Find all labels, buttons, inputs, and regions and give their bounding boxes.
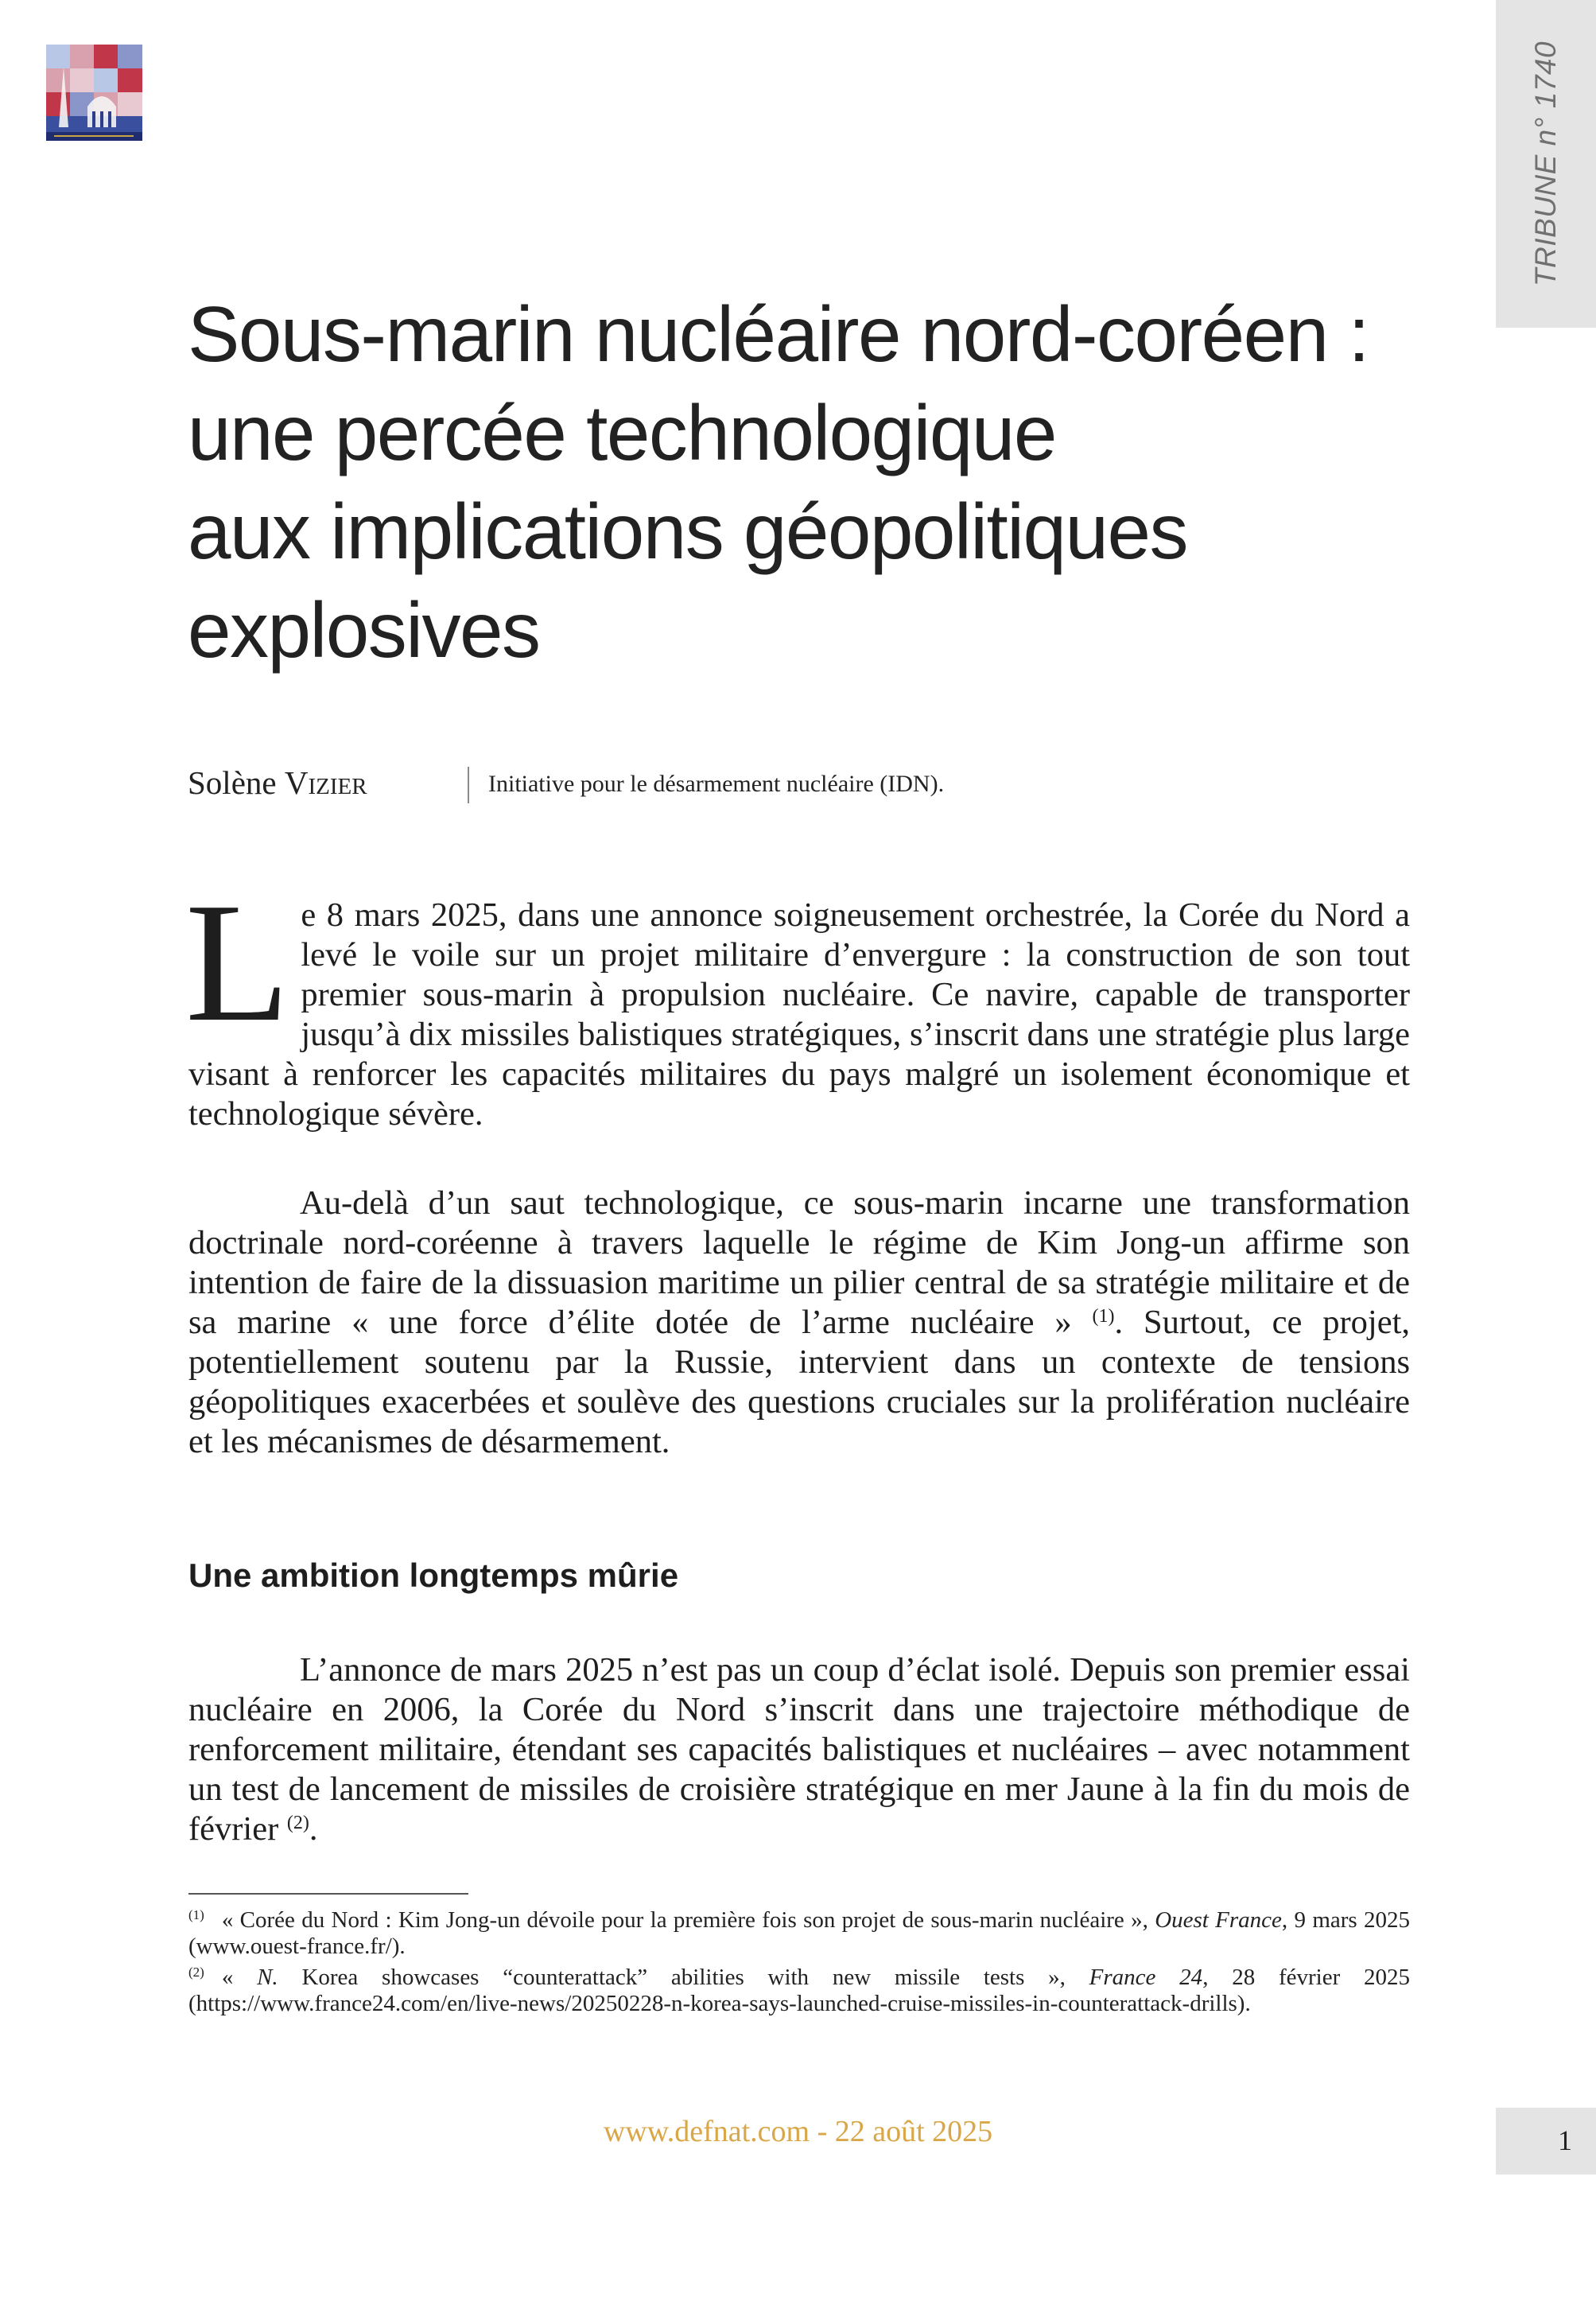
body-paragraph <box>188 1184 1410 1462</box>
page-number: 1 <box>1558 2124 1572 2156</box>
footnote-source: Ouest France <box>1155 1907 1282 1933</box>
author-first-name: Solène <box>188 764 277 801</box>
tribune-number-label: TRIBUNE n° 1740 <box>1529 41 1562 287</box>
logo-image <box>46 45 142 141</box>
tribune-tab <box>1496 0 1596 328</box>
paragraph-text: . <box>309 1810 318 1848</box>
drop-cap: L <box>185 867 290 1057</box>
footnote-reference[interactable]: (2) <box>286 1813 309 1833</box>
footnote-text: « <box>221 1965 258 1990</box>
body-paragraph <box>188 1650 1410 1849</box>
paragraph-text: Au-delà d’un saut technologique, ce sous-marin incarne une transformation doctrinale nord-coréenne à travers laquelle le régime de Kim Jong-un affirme son intention de faire de la dissuasion maritime un pilier central de sa stratégie militaire et de sa marine « une force d’élite dotée de l’arme nucléaire » <box>188 1184 1410 1341</box>
article-title <box>188 285 1460 679</box>
author-divider <box>468 767 469 803</box>
footnote-number: (1) <box>188 1907 204 1922</box>
footnote-divider <box>188 1893 468 1895</box>
title-line: une percée technologique <box>188 389 1056 476</box>
paragraph-text: L’annonce de mars 2025 n’est pas un coup d’éclat isolé. Depuis son premier essai nucléaire en 2006, la Corée du Nord s’inscrit dans une trajectoire méthodique de renforcement militaire, étendant ses capacités balistiques et nucléaires – avec notamment un test de lancement de missiles de croisière stratégique en mer Jaune à la fin du mois de février <box>188 1651 1410 1848</box>
footnote-text: , 9 mars 2025 (www.ouest-france.fr/). <box>188 1907 1411 1959</box>
footnote-text: « Corée du Nord : Kim Jong-un dévoile pour la première fois son projet de sous-marin nucléaire », <box>221 1907 1155 1933</box>
author-name <box>188 764 367 802</box>
page-footer[interactable]: www.defnat.com - 22 août 2025 <box>603 2115 993 2148</box>
author-last-name: Vizier <box>284 764 367 801</box>
page-number-tab <box>1496 2108 1596 2175</box>
footnote-text: , 28 février 2025 (https://www.france24.com/en/live-news/20250228-n-korea-says-launched-cruise-missiles-in-counterattack-drills). <box>188 1965 1410 2016</box>
footnote-number: (2) <box>188 1965 204 1980</box>
section-heading: Une ambition longtemps mûrie <box>188 1557 679 1594</box>
footnote-text-italic: N. <box>257 1965 278 1990</box>
footnote-reference[interactable]: (1) <box>1092 1306 1115 1327</box>
title-line: aux implications géopolitiques <box>188 488 1187 575</box>
paragraph-text: e 8 mars 2025, dans une annonce soigneusement orchestrée, la Corée du Nord a levé le voile sur un projet militaire d’envergure : la construction de son tout premier sous-marin à propulsion nucléaire. Ce navire, capable de transporter jusqu’à dix missiles balistiques stratégiques, s’inscrit dans une stratégie plus large visant à renforcer les capacités militaires du pays malgré un isolement économique et technologique sévère. <box>188 896 1410 1133</box>
title-line: explosives <box>188 586 540 674</box>
revue-logo <box>46 45 142 141</box>
footnote-source: France 24 <box>1089 1965 1203 1990</box>
paragraph-text: . Surtout, ce projet, potentiellement soutenu par la Russie, intervient dans un contexte de tensions géopolitiques exacerbées et soulève des questions cruciales sur la prolifération nucléaire et les mécanismes de désarmement. <box>188 1304 1410 1460</box>
footnote-text: Korea showcases “counterattack” abilities with new missile tests », <box>278 1965 1089 1990</box>
author-affiliation: Initiative pour le désarmement nucléaire (IDN). <box>488 771 945 797</box>
intro-paragraph <box>185 867 1410 1134</box>
footnote <box>188 1907 1410 1960</box>
footnote <box>188 1965 1410 2017</box>
title-line: Sous-marin nucléaire nord-coréen : <box>188 290 1369 378</box>
